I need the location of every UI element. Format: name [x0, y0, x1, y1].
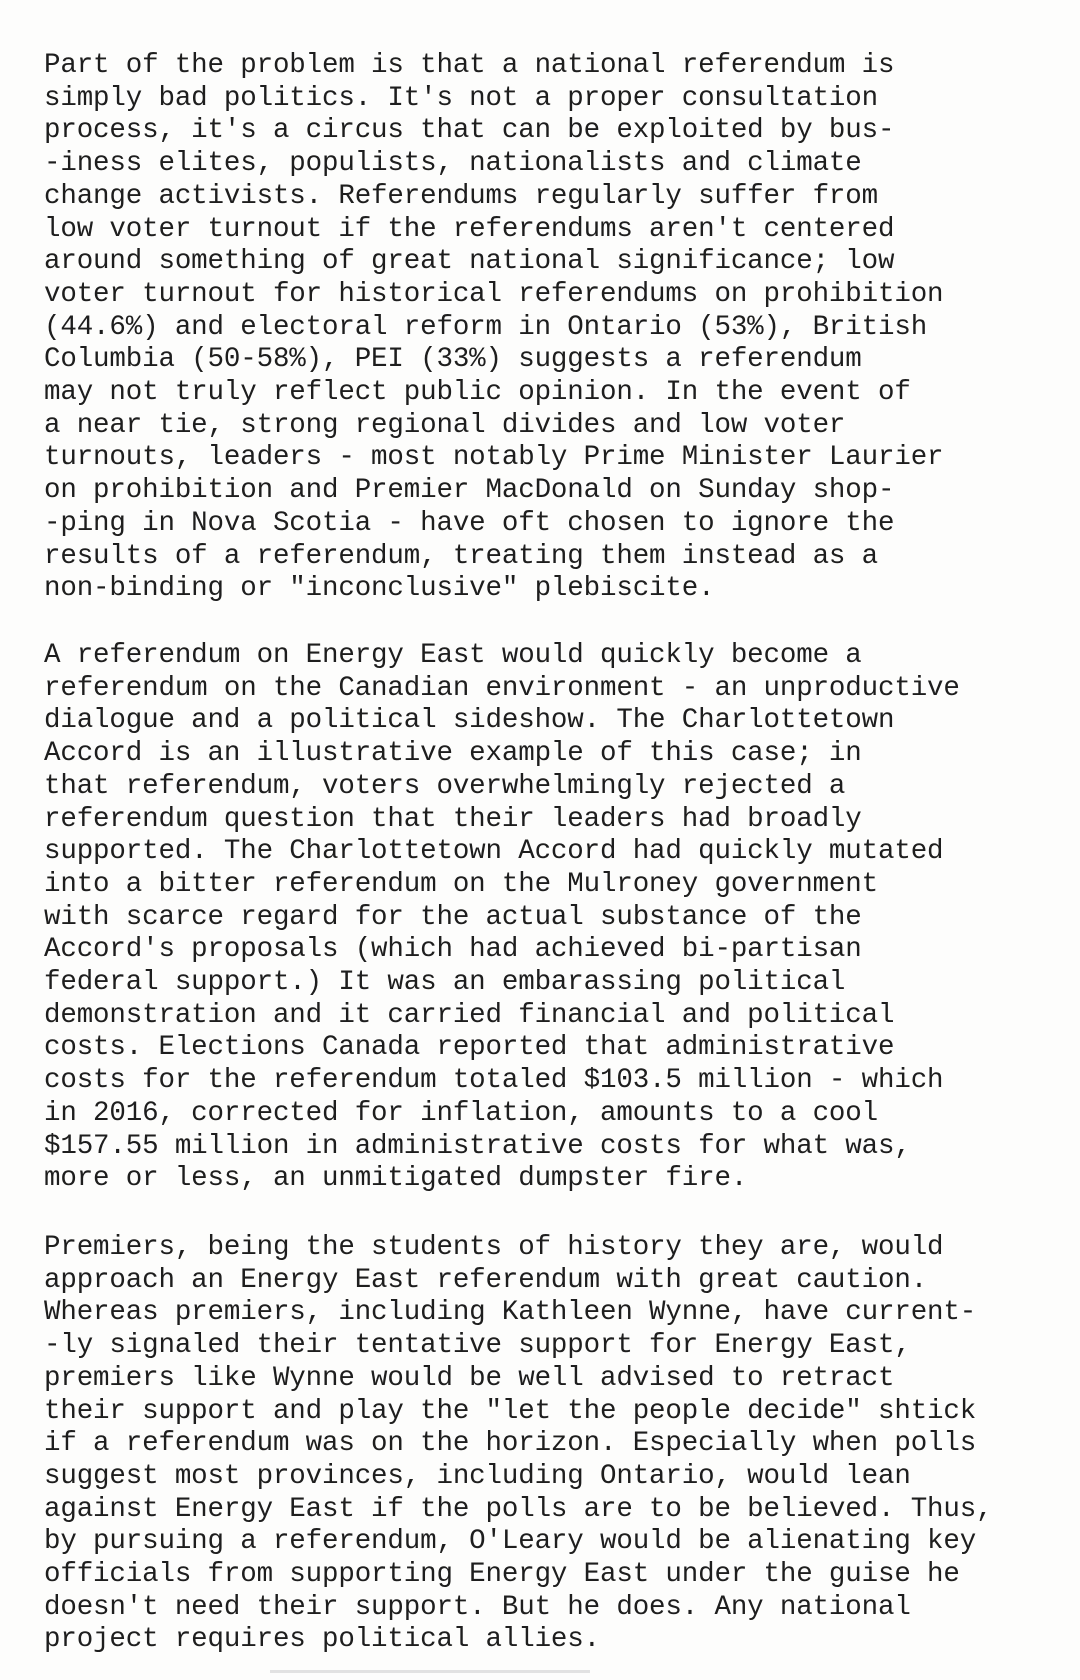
text-line: approach an Energy East referendum with great caution. [44, 1264, 928, 1296]
text-line: on prohibition and Premier MacDonald on Sunday shop- [44, 475, 895, 507]
text-line: -iness elites, populists, nationalists and climate [44, 148, 862, 180]
text-line: premiers like Wynne would be well advised to retract [44, 1362, 895, 1394]
text-line: officials from supporting Energy East under the guise he [44, 1559, 960, 1591]
text-line: into a bitter referendum on the Mulroney government [44, 868, 878, 900]
text-line: supported. The Charlottetown Accord had quickly mutated [44, 836, 944, 868]
text-line: by pursuing a referendum, O'Leary would be alienating key [44, 1526, 977, 1558]
text-line: voter turnout for historical referendums on prohibition [44, 278, 944, 310]
text-line: referendum question that their leaders had broadly [44, 803, 862, 835]
text-line: A referendum on Energy East would quickly become a [44, 640, 862, 671]
paragraph-energy-east-referendum [44, 640, 960, 1196]
paragraph-referendum-bad-politics [44, 50, 943, 606]
text-line: in 2016, corrected for inflation, amounts to a cool [44, 1097, 878, 1129]
text-line: change activists. Referendums regularly suffer from [44, 180, 878, 212]
text-line: their support and play the "let the people decide" shtick [44, 1395, 977, 1427]
text-line: Columbia (50-58%), PEI (33%) suggests a referendum [44, 344, 862, 376]
text-line: more or less, an unmitigated dumpster fire. [44, 1163, 748, 1195]
text-line: federal support.) It was an embarassing political [44, 967, 846, 999]
text-line: costs. Elections Canada reported that administrative [44, 1032, 895, 1064]
text-line: a near tie, strong regional divides and low voter [44, 409, 846, 441]
text-line: $157.55 million in administrative costs for what was, [44, 1130, 911, 1162]
text-line: Accord's proposals (which had achieved bi-partisan [44, 934, 862, 966]
text-line: non-binding or "inconclusive" plebiscite. [44, 573, 715, 605]
text-line: costs for the referendum totaled $103.5 million - which [44, 1065, 944, 1097]
text-line: project requires political allies. [44, 1624, 600, 1656]
text-line: turnouts, leaders - most notably Prime Minister Laurier [44, 442, 944, 474]
text-line: -ping in Nova Scotia - have oft chosen to ignore the [44, 507, 895, 539]
text-line: dialogue and a political sideshow. The Charlottetown [44, 705, 895, 737]
text-line: process, it's a circus that can be exploited by bus- [44, 115, 895, 147]
text-line: with scarce regard for the actual substance of the [44, 901, 862, 933]
text-line: suggest most provinces, including Ontario, would lean [44, 1460, 911, 1492]
text-line: doesn't need their support. But he does. Any national [44, 1591, 911, 1623]
text-line: demonstration and it carried financial and political [44, 999, 895, 1031]
text-line: Whereas premiers, including Kathleen Wynne, have current- [44, 1297, 977, 1329]
page-bottom-smudge [270, 1670, 590, 1673]
text-line: against Energy East if the polls are to be believed. Thus, [44, 1493, 993, 1525]
text-line: -ly signaled their tentative support for Energy East, [44, 1330, 911, 1362]
text-line: results of a referendum, treating them instead as a [44, 540, 878, 572]
text-line: Part of the problem is that a national referendum is [44, 50, 895, 81]
text-line: low voter turnout if the referendums aren't centered [44, 213, 895, 245]
text-line: if a referendum was on the horizon. Especially when polls [44, 1428, 977, 1460]
text-line: that referendum, voters overwhelmingly rejected a [44, 770, 846, 802]
text-line: (44.6%) and electoral reform in Ontario (53%), British [44, 311, 928, 343]
text-line: Premiers, being the students of history they are, would [44, 1232, 944, 1263]
text-line: Accord is an illustrative example of this case; in [44, 738, 862, 770]
text-line: referendum on the Canadian environment - an unproductive [44, 672, 960, 704]
text-line: around something of great national significance; low [44, 246, 895, 278]
text-line: may not truly reflect public opinion. In the event of [44, 377, 911, 409]
paragraph-premiers-caution [44, 1232, 992, 1657]
text-line: simply bad politics. It's not a proper consultation [44, 82, 878, 114]
